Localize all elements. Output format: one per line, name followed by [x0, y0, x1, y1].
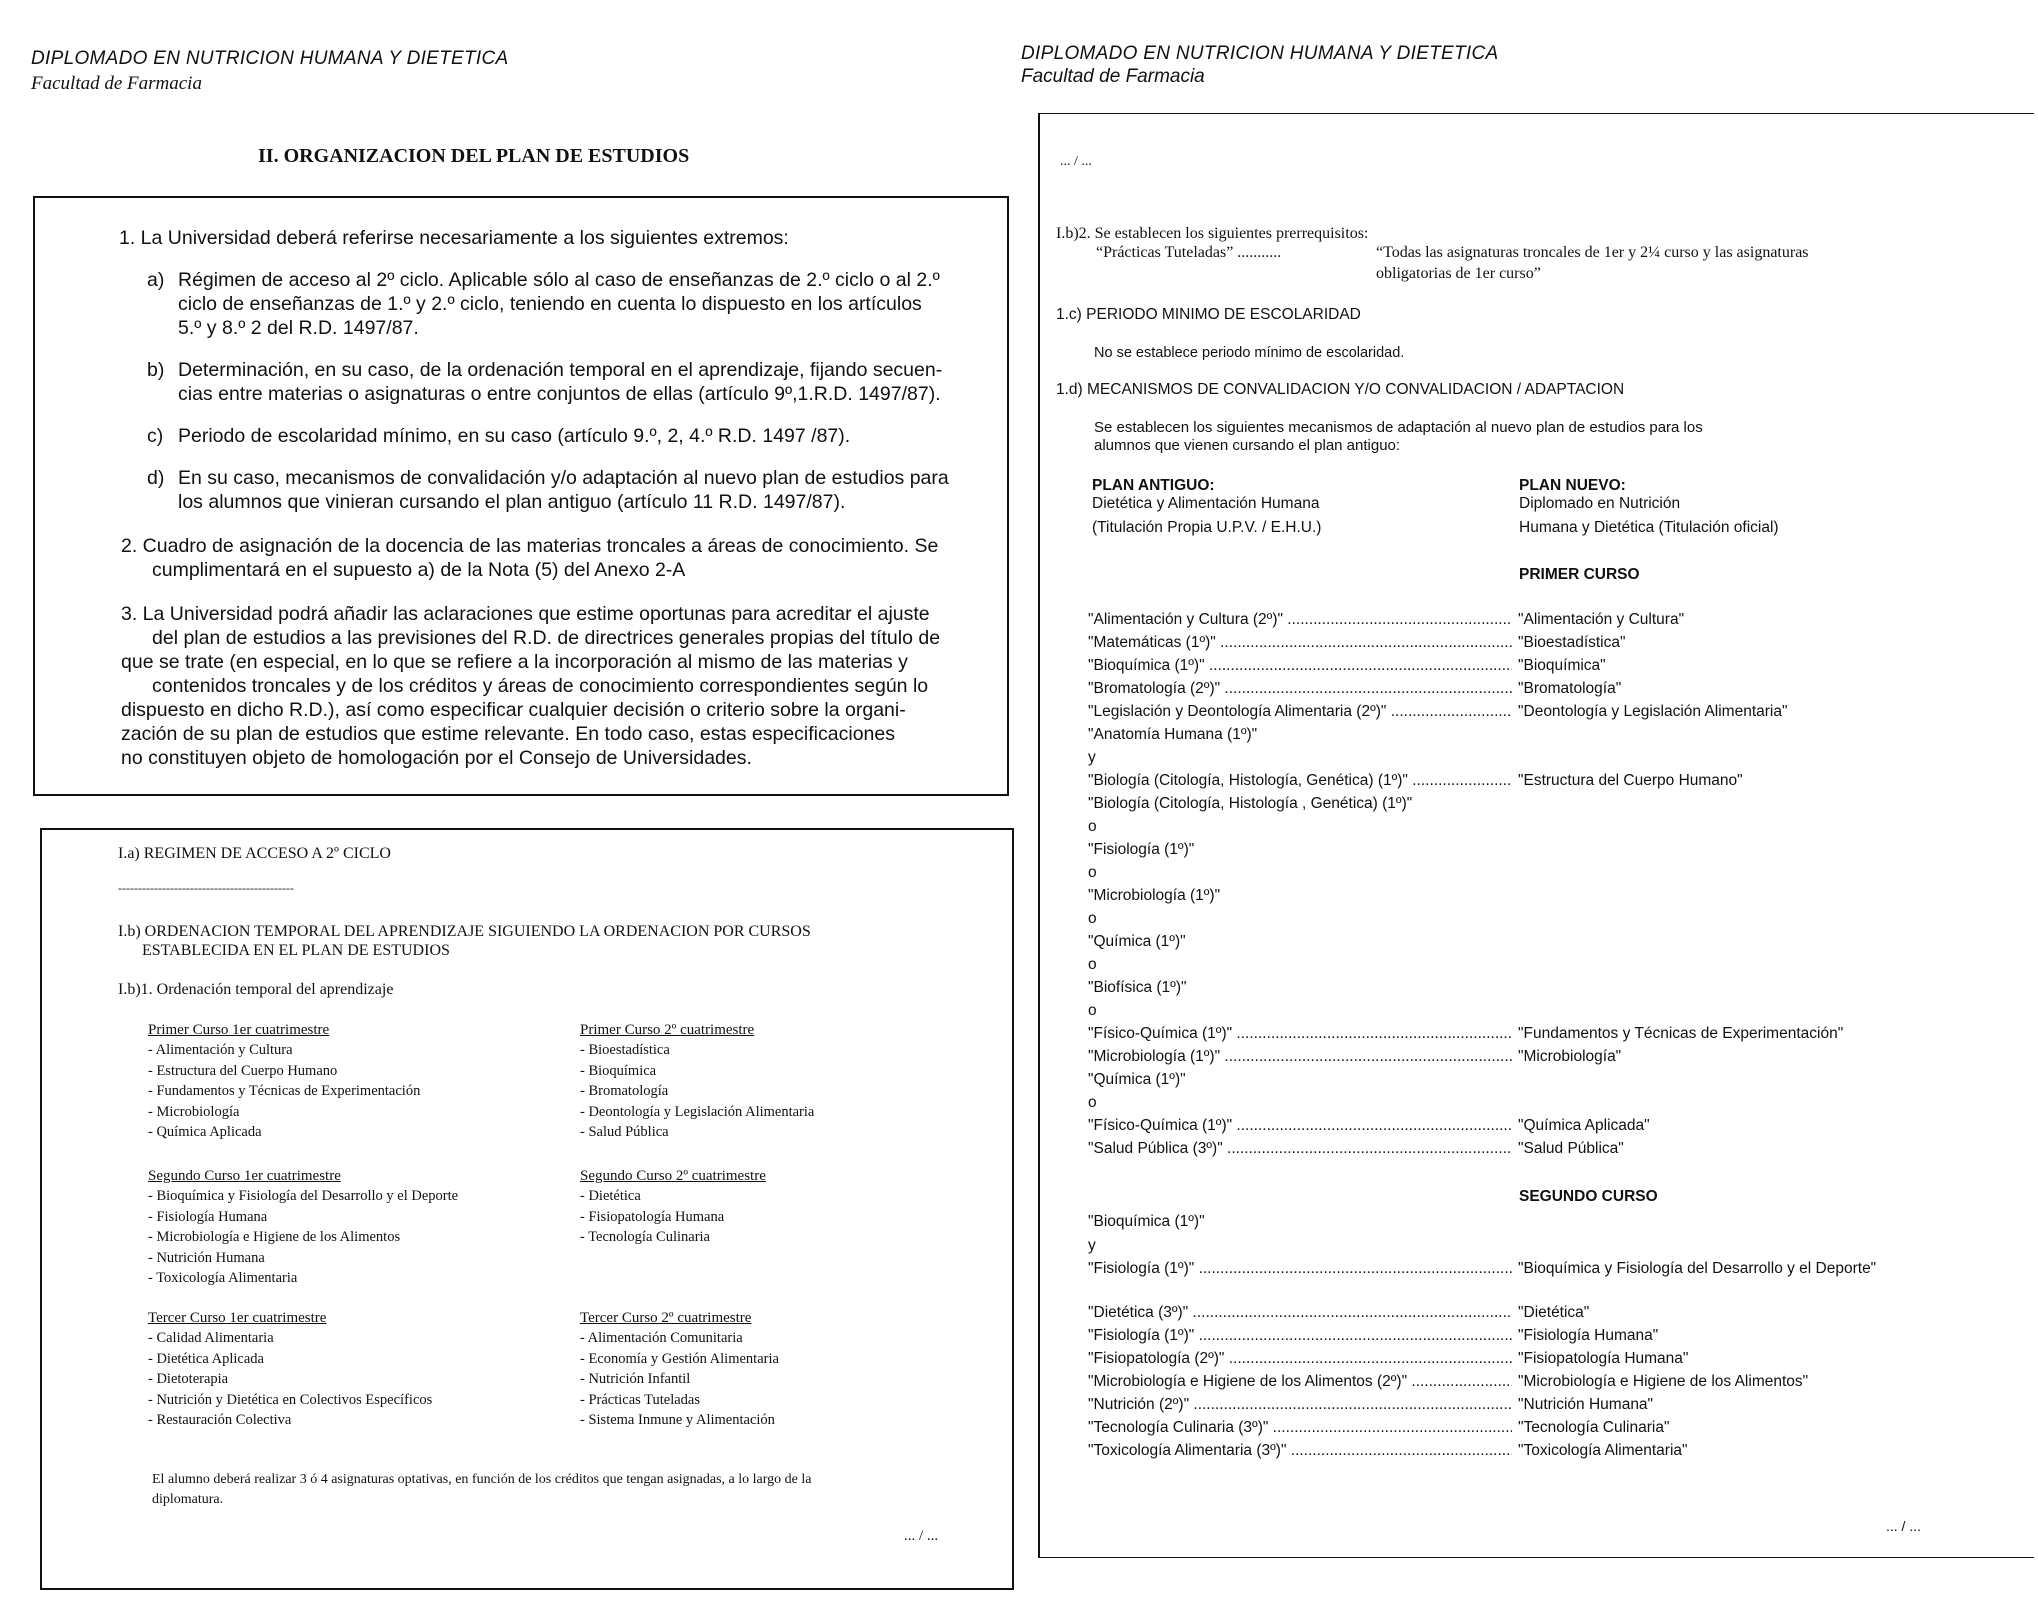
course-item: - Salud Pública [580, 1124, 669, 1141]
equivalence-row [1088, 1002, 1988, 1022]
course-block-title: Primer Curso 2º cuatrimestre [580, 1022, 755, 1038]
equivalence-row [1088, 680, 1988, 700]
requirement-3-line-7: no constituyen objeto de homologación por el Consejo de Universidades. [121, 747, 752, 769]
course-item: - Economía y Gestión Alimentaria [580, 1350, 779, 1367]
adaptation-page [1038, 113, 2034, 1558]
requirement-3-line-4: contenidos troncales y de los créditos y áreas de conocimiento correspondientes según lo [152, 675, 929, 697]
equivalence-row [1088, 1304, 1988, 1324]
old-subject: o [1088, 910, 1097, 927]
minimum-period-text: No se establece periodo mínimo de escolaridad. [1094, 345, 1405, 361]
old-subject: "Fisiopatología (2º)" ..... [1088, 1350, 1512, 1368]
old-subject: "Legislación y Deontología Alimentaria (2º)" ..... [1088, 703, 1512, 721]
old-subject: "Nutrición (2º)" ..... [1088, 1396, 1512, 1414]
equivalence-row [1088, 726, 1988, 746]
equivalence-row [1088, 1117, 1988, 1137]
old-subject: "Biofísica (1º)" [1088, 979, 1187, 996]
new-plan-line-1: Diplomado en Nutrición [1519, 495, 1681, 512]
equivalence-row [1088, 657, 1988, 677]
continued-marker-bottom: ... / ... [1886, 1518, 1922, 1534]
equivalence-row [1088, 634, 1988, 654]
old-subject: "Biología (Citología, Histología , Genética) (1º)" [1088, 795, 1413, 812]
new-subject: "Fundamentos y Técnicas de Experimentación" [1518, 1025, 1844, 1042]
old-subject: o [1088, 1094, 1097, 1111]
first-year-heading: PRIMER CURSO [1519, 566, 1640, 583]
course-item: - Bioquímica y Fisiología del Desarrollo y el Deporte [148, 1188, 459, 1204]
new-subject: "Fisiopatología Humana" [1518, 1350, 1689, 1367]
old-subject: "Microbiología (1º)" ..... [1088, 1048, 1512, 1066]
course-item: - Restauración Colectiva [148, 1412, 292, 1429]
right-header-title: DIPLOMADO EN NUTRICION HUMANA Y DIETETICA [1021, 43, 1499, 64]
course-block [148, 1308, 432, 1431]
requirement-b-label: b) [147, 359, 165, 381]
equivalence-row [1088, 1140, 1988, 1160]
course-item: - Toxicología Alimentaria [148, 1270, 298, 1287]
equivalence-row [1088, 1048, 1988, 1068]
course-item: - Microbiología [148, 1103, 240, 1120]
course-block-title: Tercer Curso 1er cuatrimestre [148, 1310, 327, 1326]
old-subject: o [1088, 956, 1097, 973]
new-subject: "Estructura del Cuerpo Humano" [1518, 772, 1743, 789]
equivalence-row [1088, 749, 1988, 769]
adaptation-text-line-1: Se establecen los siguientes mecanismos de adaptación al nuevo plan de estudios para los [1094, 419, 1703, 436]
equivalence-row [1088, 979, 1988, 999]
old-subject: "Microbiología e Higiene de los Alimentos (2º)" ..... [1088, 1373, 1512, 1391]
optional-subjects-note-line-2: diplomatura. [152, 1492, 224, 1507]
old-subject: "Química (1º)" [1088, 1071, 1186, 1088]
optional-subjects-note-line-1: El alumno deberá realizar 3 ó 4 asignaturas optativas, en función de los créditos que tengan asignadas, a lo largo de la [152, 1472, 812, 1487]
old-subject: o [1088, 1002, 1097, 1019]
equivalence-row [1088, 1237, 1988, 1257]
course-item: - Alimentación Comunitaria [580, 1330, 743, 1346]
new-subject: "Fisiología Humana" [1518, 1327, 1659, 1344]
course-item: - Nutrición y Dietética en Colectivos Específicos [148, 1391, 433, 1408]
requirement-b-line-1: Determinación, en su caso, de la ordenación temporal en el aprendizaje, fijando secuen- [178, 359, 943, 381]
old-subject: y [1088, 1237, 1096, 1254]
course-block [580, 1308, 779, 1431]
course-block [148, 1166, 458, 1289]
equivalence-row [1088, 1071, 1988, 1091]
old-subject: "Microbiología (1º)" [1088, 887, 1221, 904]
course-block-title: Primer Curso 1er cuatrimestre [148, 1022, 330, 1038]
course-item: - Nutrición Infantil [580, 1371, 691, 1388]
course-block-title: Tercer Curso 2º cuatrimestre [580, 1310, 752, 1326]
requirement-1: 1. La Universidad deberá referirse necesariamente a los siguientes extremos: [119, 227, 789, 249]
adaptation-text-line-2: alumnos que vienen cursando el plan antiguo: [1094, 437, 1401, 454]
course-block [580, 1020, 814, 1143]
course-item: - Dietética [580, 1188, 641, 1204]
new-subject: "Bioquímica y Fisiología del Desarrollo y el Deporte" [1518, 1260, 1877, 1277]
course-item: - Bromatología [580, 1083, 669, 1100]
old-subject: y [1088, 749, 1096, 766]
course-item: - Dietética Aplicada [148, 1350, 264, 1367]
new-subject: "Dietética" [1518, 1304, 1590, 1321]
requirement-2-line-2: cumplimentará en el supuesto a) de la Nota (5) del Anexo 2-A [152, 559, 686, 581]
equivalence-row [1088, 1419, 1988, 1439]
old-subject: "Toxicología Alimentaria (3º)" ..... [1088, 1442, 1512, 1460]
old-subject: "Físico-Química (1º)" ..... [1088, 1025, 1512, 1043]
new-subject: "Tecnología Culinaria" [1518, 1419, 1670, 1436]
course-block-title: Segundo Curso 1er cuatrimestre [148, 1168, 341, 1184]
requirement-a-line-3: 5.º y 8.º 2 del R.D. 1497/87. [178, 317, 419, 339]
prerequisite-subject: “Prácticas Tuteladas” ........... [1096, 244, 1282, 261]
requirement-d-line-2: los alumnos que vinieran cursando el plan antiguo (artículo 11 R.D. 1497/87). [178, 491, 846, 513]
requirement-3-line-2: del plan de estudios a las previsiones del R.D. de directrices generales propias del título de [152, 627, 941, 649]
new-subject: "Alimentación y Cultura" [1518, 611, 1685, 628]
left-header-title: DIPLOMADO EN NUTRICION HUMANA Y DIETETICA [31, 48, 509, 69]
requirement-3-line-6: zación de su plan de estudios que estime relevante. En todo caso, estas especificaciones [121, 723, 895, 745]
new-subject: "Bromatología" [1518, 680, 1622, 697]
equivalence-row [1088, 1260, 1988, 1280]
old-subject: o [1088, 818, 1097, 835]
requirement-c-label: c) [147, 425, 164, 447]
equivalence-row [1088, 1396, 1988, 1416]
old-subject: "Salud Pública (3º)" ..... [1088, 1140, 1512, 1158]
temporal-order-heading-line-1: I.b) ORDENACION TEMPORAL DEL APRENDIZAJE SIGUIENDO LA ORDENACION POR CURSOS [118, 923, 811, 940]
course-item: - Fisiología Humana [148, 1208, 268, 1225]
requirements-box [33, 196, 1009, 796]
new-subject: "Bioestadística" [1518, 634, 1626, 651]
left-header-faculty: Facultad de Farmacia [31, 73, 202, 94]
requirement-a-label: a) [147, 269, 165, 291]
old-subject: "Fisiología (1º)" [1088, 841, 1195, 858]
new-subject: "Toxicología Alimentaria" [1518, 1442, 1688, 1459]
equivalence-row [1088, 1373, 1988, 1393]
requirement-c-line-1: Periodo de escolaridad mínimo, en su caso (artículo 9.º, 2, 4.º R.D. 1497 /87). [178, 425, 851, 447]
old-subject: "Fisiología (1º)" ..... [1088, 1327, 1512, 1345]
minimum-period-heading: 1.c) PERIODO MINIMO DE ESCOLARIDAD [1056, 306, 1361, 323]
course-block-title: Segundo Curso 2º cuatrimestre [580, 1168, 766, 1184]
equivalence-row [1088, 1442, 1988, 1462]
course-item: - Estructura del Cuerpo Humano [148, 1062, 338, 1079]
adaptation-heading: 1.d) MECANISMOS DE CONVALIDACION Y/O CONVALIDACION / ADAPTACION [1056, 381, 1625, 398]
second-year-heading: SEGUNDO CURSO [1519, 1188, 1658, 1205]
equivalence-row [1088, 1350, 1988, 1370]
access-regime-dashes: -------------------------------------------- [118, 881, 294, 895]
equivalence-row [1088, 887, 1988, 907]
requirement-3-line-5: dispuesto en dicho R.D.), así como especificar cualquier decisión o criterio sobre la organi- [121, 699, 906, 721]
equivalence-row [1088, 956, 1988, 976]
equivalence-row [1088, 1327, 1988, 1347]
requirement-b-line-2: cias entre materias o asignaturas o entre conjuntos de ellas (artículo 9º,1.R.D. 1497/87). [178, 383, 941, 405]
course-item: - Calidad Alimentaria [148, 1330, 274, 1346]
equivalence-row [1088, 772, 1988, 792]
course-item: - Bioquímica [580, 1062, 657, 1079]
equivalence-row [1088, 703, 1988, 723]
requirement-2-line-1: 2. Cuadro de asignación de la docencia de las materias troncales a áreas de conocimiento. Se [121, 535, 939, 557]
prerequisite-condition-line-2: obligatorias de 1er curso” [1376, 265, 1541, 282]
old-subject: "Biología (Citología, Histología, Genética) (1º)" ..... [1088, 772, 1512, 790]
equivalence-row [1088, 611, 1988, 631]
old-subject: "Matemáticas (1º)" ..... [1088, 634, 1512, 652]
new-subject: "Bioquímica" [1518, 657, 1606, 674]
course-item: - Nutrición Humana [148, 1249, 265, 1266]
right-header-faculty: Facultad de Farmacia [1021, 66, 1205, 87]
new-subject: "Microbiología e Higiene de los Alimentos" [1518, 1373, 1809, 1390]
equivalence-row [1088, 818, 1988, 838]
access-regime-heading: I.a) REGIMEN DE ACCESO A 2º CICLO [118, 845, 391, 862]
equivalence-row [1088, 1213, 1988, 1233]
course-block [148, 1020, 420, 1143]
prerequisite-condition-line-1: “Todas las asignaturas troncales de 1er y 2¼ curso y las asignaturas [1376, 244, 1809, 261]
course-item: - Tecnología Culinaria [580, 1229, 710, 1246]
new-plan-title: PLAN NUEVO: [1519, 477, 1626, 494]
equivalence-row [1088, 933, 1988, 953]
course-block [580, 1166, 766, 1248]
plan-order-box [40, 828, 1014, 1590]
prerequisites-heading: I.b)2. Se establecen los siguientes prerrequisitos: [1056, 225, 1369, 242]
old-subject: "Anatomía Humana (1º)" [1088, 726, 1258, 743]
requirement-a-line-1: Régimen de acceso al 2º ciclo. Aplicable sólo al caso de enseñanzas de 2.º ciclo o al 2.º [178, 269, 940, 291]
old-subject: "Alimentación y Cultura (2º)" ..... [1088, 611, 1512, 629]
new-plan-line-2: Humana y Dietética (Titulación oficial) [1519, 519, 1779, 536]
new-subject: "Microbiología" [1518, 1048, 1622, 1065]
equivalence-row [1088, 864, 1988, 884]
course-item: - Prácticas Tuteladas [580, 1391, 701, 1408]
old-subject: o [1088, 864, 1097, 881]
old-plan-line-1: Dietética y Alimentación Humana [1092, 495, 1320, 512]
requirement-a-line-2: ciclo de enseñanzas de 1.º y 2.º ciclo, teniendo en cuenta lo dispuesto en los artículos [178, 293, 922, 315]
old-subject: "Bromatología (2º)" ..... [1088, 680, 1512, 698]
equivalence-row [1088, 841, 1988, 861]
continued-marker: ... / ... [904, 1528, 939, 1544]
old-subject: "Tecnología Culinaria (3º)" ..... [1088, 1419, 1512, 1437]
old-subject: "Bioquímica (1º)" [1088, 1213, 1205, 1230]
new-subject: "Deontología y Legislación Alimentaria" [1518, 703, 1788, 720]
temporal-order-subheading: I.b)1. Ordenación temporal del aprendizaje [118, 981, 394, 998]
equivalence-row [1088, 910, 1988, 930]
continued-from-marker: ... / ... [1060, 154, 1092, 169]
equivalence-row [1088, 1094, 1988, 1114]
new-subject: "Nutrición Humana" [1518, 1396, 1654, 1413]
requirement-d-label: d) [147, 467, 165, 489]
new-subject: "Química Aplicada" [1518, 1117, 1650, 1134]
requirement-3-line-3: que se trate (en especial, en lo que se refiere a la incorporación al mismo de las materias y [121, 651, 908, 673]
old-plan-line-2: (Titulación Propia U.P.V. / E.H.U.) [1092, 519, 1322, 536]
course-item: - Deontología y Legislación Alimentaria [580, 1103, 815, 1120]
course-item: - Microbiología e Higiene de los Alimentos [148, 1229, 401, 1246]
course-item: - Fisiopatología Humana [580, 1208, 725, 1225]
new-subject: "Salud Pública" [1518, 1140, 1624, 1157]
course-item: - Sistema Inmune y Alimentación [580, 1412, 775, 1429]
old-subject: "Química (1º)" [1088, 933, 1186, 950]
requirement-d-line-1: En su caso, mecanismos de convalidación y/o adaptación al nuevo plan de estudios para [178, 467, 949, 489]
equivalence-row [1088, 1025, 1988, 1045]
course-item: - Química Aplicada [148, 1124, 262, 1141]
old-subject: "Fisiología (1º)" ..... [1088, 1260, 1512, 1278]
temporal-order-heading-line-2: ESTABLECIDA EN EL PLAN DE ESTUDIOS [142, 942, 450, 959]
course-item: - Alimentación y Cultura [148, 1042, 293, 1058]
course-item: - Bioestadística [580, 1042, 670, 1058]
section-title: II. ORGANIZACION DEL PLAN DE ESTUDIOS [258, 145, 690, 167]
old-subject: "Dietética (3º)" ..... [1088, 1304, 1512, 1322]
course-item: - Fundamentos y Técnicas de Experimentación [148, 1083, 421, 1100]
old-subject: "Bioquímica (1º)" ..... [1088, 657, 1512, 675]
course-item: - Dietoterapia [148, 1371, 229, 1388]
old-plan-title: PLAN ANTIGUO: [1092, 477, 1215, 494]
old-subject: "Físico-Química (1º)" ..... [1088, 1117, 1512, 1135]
equivalence-row [1088, 795, 1988, 815]
requirement-3-line-1: 3. La Universidad podrá añadir las aclaraciones que estime oportunas para acreditar el ajuste [121, 603, 930, 625]
